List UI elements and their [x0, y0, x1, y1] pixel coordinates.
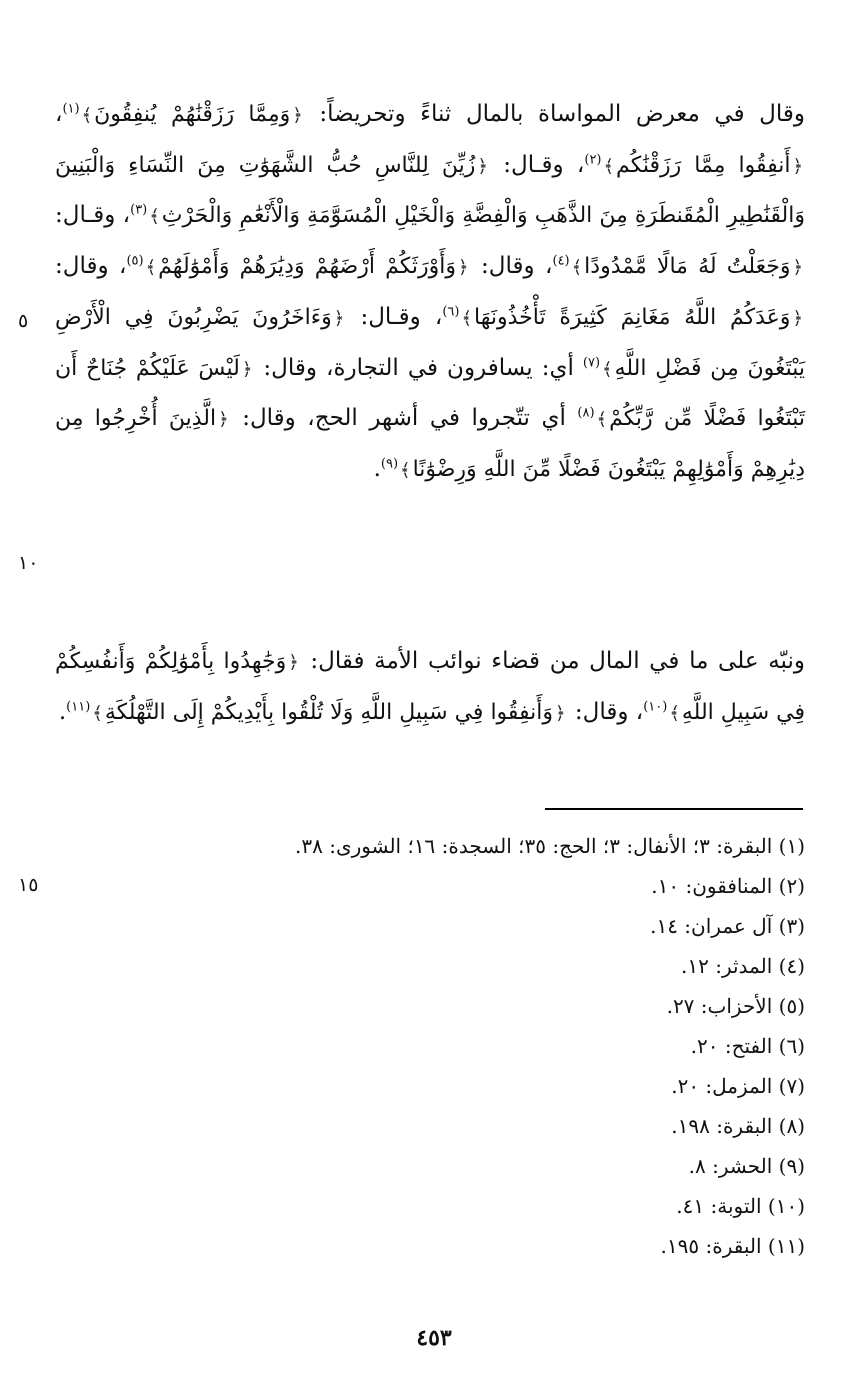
text-segment: ،	[55, 101, 63, 127]
quran-quote: لَيْسَ عَلَيْكُمْ جُنَاحٌ أَن تَبْتَغُوا فَضْلًا مِّن رَّبِّكُمْ	[55, 355, 805, 432]
text-segment: وقال في معرض المواساة بالمال ثناءً وتحريضاً:	[304, 101, 805, 127]
page-number: ٤٥٣	[416, 1325, 452, 1351]
ornate-bracket-close-icon: ﴾	[92, 702, 103, 724]
text-segment: أي: يسافرون في التجارة، وقال:	[254, 354, 583, 381]
ornate-bracket-open-icon: ﴿	[792, 257, 804, 279]
quran-quote: وَعَدَكُمُ اللَّهُ مَغَانِمَ كَثِيرَةً تَأْخُذُونَهَا	[474, 304, 791, 330]
ornate-bracket-close-icon: ﴾	[602, 358, 613, 380]
text-segment: .	[373, 455, 381, 482]
ornate-bracket-open-icon: ﴿	[792, 155, 803, 177]
ornate-bracket-close-icon: ﴾	[145, 257, 157, 279]
footnotes-list	[100, 826, 805, 1266]
quran-quote: وَجَعَلْتُ لَهُ مَالًا مَّمْدُودًا	[584, 254, 791, 280]
quran-quote: وَأَوْرَثَكُمْ أَرْضَهُمْ وَدِيَٰرَهُمْ وَأَمْوَٰلَهُمْ	[158, 254, 456, 280]
footnote: (٥) الأحزاب: ٢٧.	[666, 994, 805, 1018]
ornate-bracket-open-icon: ﴿	[555, 702, 566, 724]
footnote-ref: (١)	[62, 101, 80, 117]
line-number-10: ١٠	[18, 552, 39, 574]
ornate-bracket-open-icon: ﴿	[218, 409, 229, 431]
line-number-5: ٥	[18, 310, 29, 332]
ornate-bracket-open-icon: ﴿	[792, 307, 803, 329]
footnote-ref: (٥)	[126, 253, 144, 269]
footnote-ref: (١٠)	[643, 699, 668, 715]
quran-quote: وَمِمَّا رَزَقْنَٰهُمْ يُنفِقُونَ	[94, 102, 291, 127]
ornate-bracket-close-icon: ﴾	[81, 105, 93, 126]
paragraph-jihad-verses	[55, 637, 805, 738]
text-segment: .	[58, 698, 67, 725]
ornate-bracket-open-icon: ﴿	[458, 257, 469, 279]
footnote: (٢) المنافقون: ١٠.	[651, 874, 805, 898]
ornate-bracket-open-icon: ﴿	[288, 652, 299, 673]
text-segment: ، وقال:	[567, 698, 644, 725]
ornate-bracket-open-icon: ﴿	[292, 105, 303, 126]
footnote-ref: (٣)	[130, 202, 148, 218]
footnote-ref: (٩)	[380, 456, 399, 472]
ornate-bracket-close-icon: ﴾	[461, 307, 473, 329]
footnote-ref: (١١)	[66, 699, 91, 715]
ornate-bracket-open-icon: ﴿	[241, 358, 253, 380]
footnote: (٦) الفتح: ٢٠.	[690, 1034, 805, 1058]
quran-quote: وَأَنفِقُوا فِي سَبِيلِ اللَّهِ وَلَا تُلْقُوا بِأَيْدِيكُمْ إِلَى التَّهْلُكَةِ	[104, 699, 554, 725]
quran-quote: أَنفِقُوا مِمَّا رَزَقْنَٰكُم	[616, 152, 791, 178]
text-segment: ، وقـال:	[489, 151, 585, 178]
text-segment: ، وقـال:	[55, 202, 131, 229]
footnote-separator	[545, 808, 803, 810]
ornate-bracket-open-icon: ﴿	[477, 155, 488, 177]
footnote-ref: (٨)	[577, 405, 595, 421]
footnote-ref: (٧)	[582, 354, 601, 370]
text-segment: أي تتّجروا في أشهر الحج، وقال:	[230, 405, 578, 432]
quran-quote: الَّذِينَ أُخْرِجُوا مِن دِيَٰرِهِمْ وَأَمْوَٰلِهِمْ يَبْتَغُونَ فَضْلًا مِّنَ اللَّهِ وَرِضْوَٰنًا	[55, 406, 805, 482]
footnote-ref: (٦)	[442, 304, 460, 320]
quran-quote: زُيِّنَ لِلنَّاسِ حُبُّ الشَّهَوَٰتِ مِنَ النِّسَاءِ وَالْبَنِينَ وَالْقَنَٰطِيرِ الْمُقَنطَرَةِ مِنَ الذَّهَبِ وَالْفِضَّةِ وَالْخَيْلِ الْمُسَوَّمَةِ وَالْأَنْعَٰمِ وَالْحَرْثِ	[55, 152, 805, 229]
ornate-bracket-close-icon: ﴾	[669, 702, 680, 724]
ornate-bracket-close-icon: ﴾	[149, 206, 160, 228]
text-segment: ، وقـال:	[346, 303, 443, 330]
ornate-bracket-open-icon: ﴿	[333, 307, 345, 329]
text-segment: ونبّه على ما في المال من قضاء نوائب الأمة فقال:	[300, 648, 805, 674]
footnote: (٨) البقرة: ١٩٨.	[671, 1114, 805, 1138]
footnote: (١) البقرة: ٣؛ الأنفال: ٣؛ الحج: ٣٥؛ السجدة: ١٦؛ الشورى: ٣٨.	[295, 834, 805, 858]
text-segment: ، وقال:	[470, 253, 553, 280]
footnote: (٧) المزمل: ٢٠.	[671, 1074, 805, 1098]
ornate-bracket-close-icon: ﴾	[400, 459, 411, 481]
footnote: (١١) البقرة: ١٩٥.	[660, 1234, 805, 1258]
footnote-ref: (٤)	[552, 253, 570, 269]
quran-quote: وَءَاخَرُونَ يَضْرِبُونَ فِي الْأَرْضِ يَبْتَغُونَ مِن فَضْلِ اللَّهِ	[55, 304, 805, 381]
text-segment: ، وقال:	[55, 253, 127, 280]
quran-quote: وَجَٰهِدُوا بِأَمْوَٰلِكُمْ وَأَنفُسِكُمْ فِي سَبِيلِ اللَّهِ	[55, 649, 805, 725]
footnote-ref: (٢)	[584, 152, 602, 168]
footnote: (٤) المدثر: ١٢.	[681, 954, 805, 978]
ornate-bracket-close-icon: ﴾	[571, 257, 583, 279]
ornate-bracket-close-icon: ﴾	[603, 155, 615, 177]
paragraph-wealth-verses	[55, 90, 805, 496]
line-number-15: ١٥	[18, 874, 39, 896]
footnote: (٣) آل عمران: ١٤.	[650, 914, 805, 938]
ornate-bracket-close-icon: ﴾	[596, 409, 608, 431]
footnote: (١٠) التوبة: ٤١.	[676, 1194, 805, 1218]
footnote: (٩) الحشر: ٨.	[688, 1154, 805, 1178]
